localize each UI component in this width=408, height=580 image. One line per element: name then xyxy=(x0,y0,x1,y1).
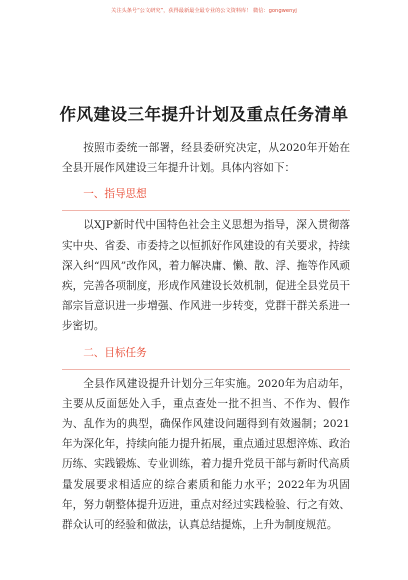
top-banner: 关注头条号“公文研究”，获得最新最全最专业的公文资料库！ 微信：gongwenyj xyxy=(111,8,297,14)
document-body xyxy=(62,138,350,535)
section-goals-tasks xyxy=(62,345,350,536)
intro-paragraph: 按照市委统一部署，经县委研究决定，从2020年开始在全县开展作风建设三年提升计划。具体内容如下： xyxy=(62,142,350,175)
document-title: 作风建设三年提升计划及重点任务清单 xyxy=(59,105,349,124)
section-heading: 二、目标任务 xyxy=(83,346,147,359)
section-guiding-ideology xyxy=(62,186,350,336)
section-divider xyxy=(62,210,350,211)
section-paragraph: 以XJP新时代中国特色社会主义思想为指导，深入贯彻落实中央、省委、市委持之以恒抓好作风建设的有关要求，持续深入纠“四风”改作风，着力解决庸、懒、散、浮、拖等作风顽疾，完善各项制度，形成作风建设长效机制，促进全县党员干部宗旨意识进一步增强、作风进一步转变，党群干群关系进一步密切。 xyxy=(62,219,350,333)
section-paragraph: 全县作风建设提升计划分三年实施。2020年为启动年，主要从反面惩处入手，重点查处一批不担当、不作为、假作为、乱作为的典型，确保作风建设问题得到有效遏制；2021年为深化年，持续向能力提升拓展，重点通过思想淬炼、政治历练、实践锻炼、专业训练，着力提升党员干部与新时代高质量发展要求相适应的综合素质和能力水平；2022年为巩固年，努力朝整体提升迈进，重点对经过实践检验、行之有效、群众认可的经验和做法，认真总结提炼，上升为制度规范。 xyxy=(62,377,350,532)
section-heading: 一、指导思想 xyxy=(83,188,147,201)
section-divider xyxy=(62,369,350,370)
